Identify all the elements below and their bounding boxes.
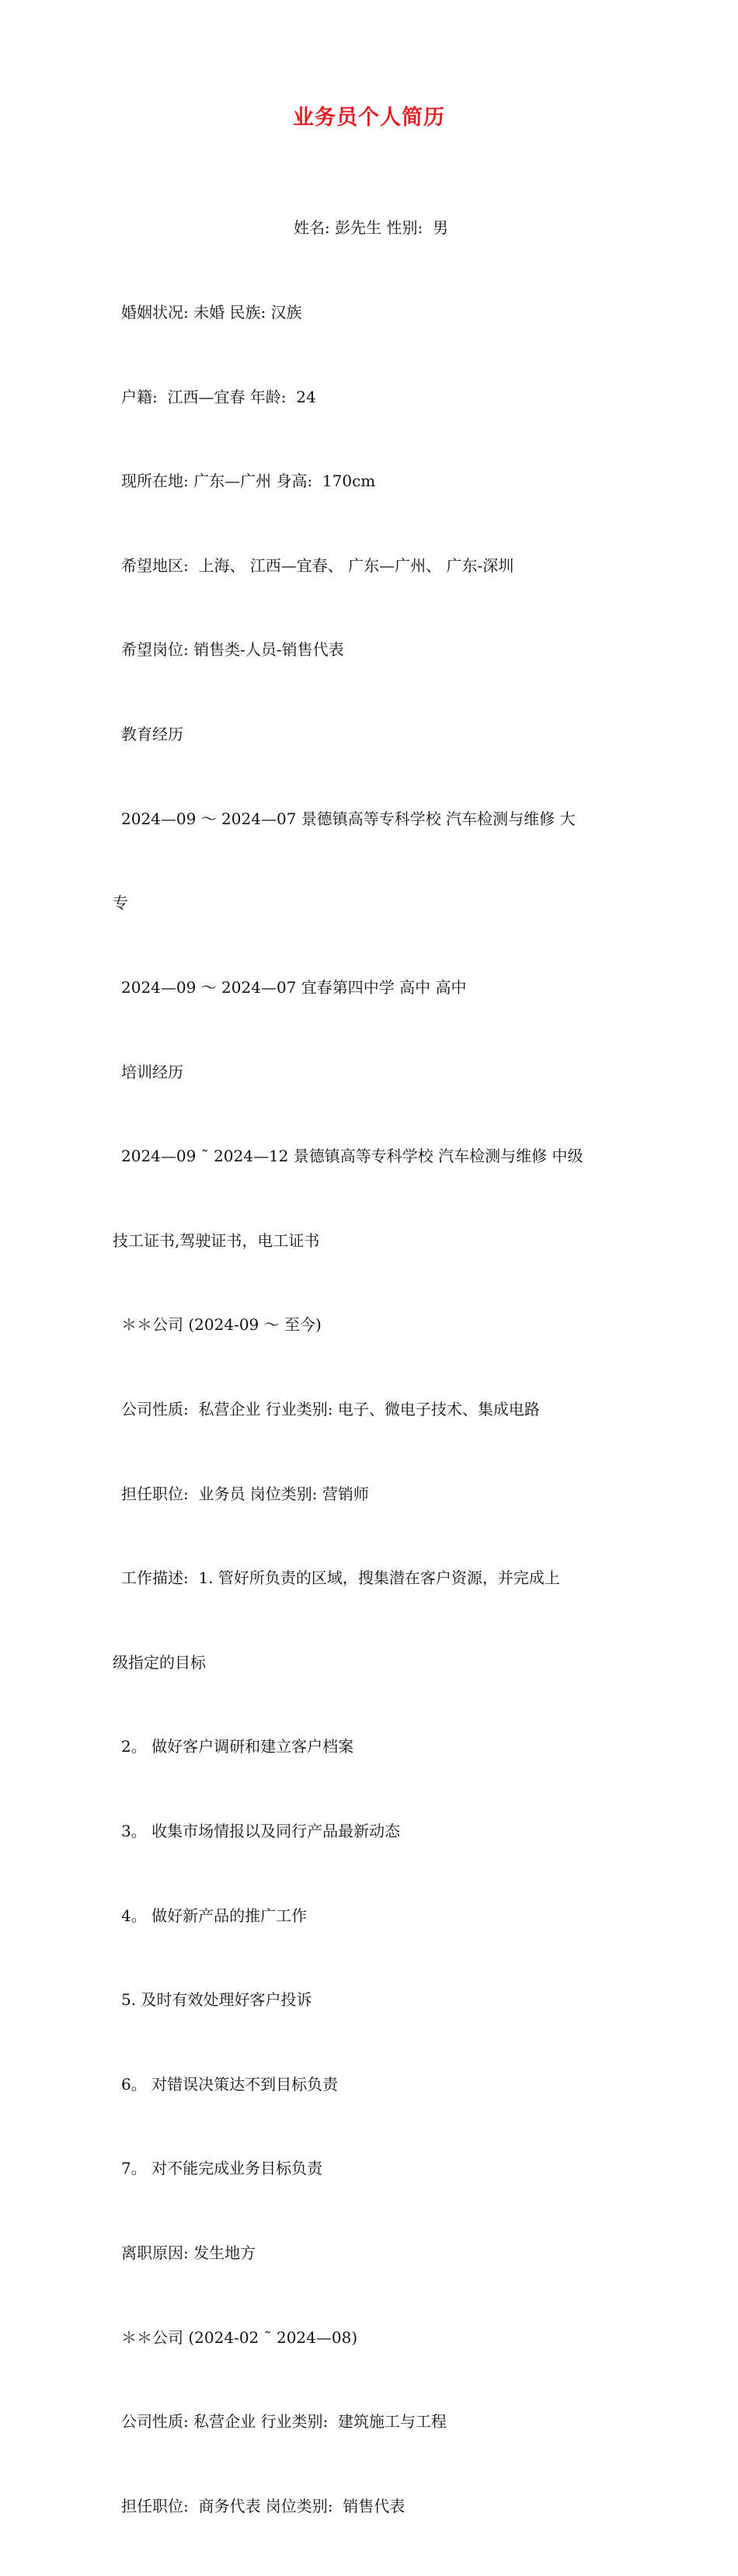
company-2-position: 担任职位: 商务代表 岗位类别: 销售代表 (121, 2496, 406, 2515)
education-entry-1: 2024—09 ～ 2024—07 景德镇高等专科学校 汽车检测与维修 大 (121, 809, 576, 828)
company-1-position: 担任职位: 业务员 岗位类别: 营销师 (121, 1484, 369, 1503)
desired-position-line: 希望岗位: 销售类-人员-销售代表 (121, 640, 344, 660)
education-heading: 教育经历 (121, 725, 183, 744)
company-2-nature: 公司性质: 私营企业 行业类别: 建筑施工与工程 (121, 2412, 447, 2432)
duty-item-7: 7。 对不能完成业务目标负责 (121, 2159, 323, 2178)
document-title: 业务员个人简历 (293, 106, 445, 130)
training-entry-wrap: 技工证书,驾驶证书，电工证书 (113, 1231, 320, 1250)
duty-item-3: 3。 收集市场情报以及同行产品最新动态 (121, 1821, 401, 1840)
duty-item-5: 5. 及时有效处理好客户投诉 (121, 1990, 312, 2010)
education-entry-2: 2024—09 ～ 2024—07 宜春第四中学 高中 高中 (121, 977, 467, 997)
duty-item-2: 2。 做好客户调研和建立客户档案 (121, 1737, 354, 1756)
training-entry: 2024—09 ˜ 2024—12 景德镇高等专科学校 汽车检测与维修 中级 (121, 1147, 583, 1166)
leaving-reason: 离职原因: 发生地方 (121, 2244, 256, 2263)
company-2-heading: ＊＊公司 (2024-02 ˜ 2024—08) (121, 2327, 358, 2347)
company-1-nature: 公司性质: 私营企业 行业类别: 电子、微电子技术、集成电路 (121, 1399, 540, 1419)
education-entry-1-wrap: 专 (113, 893, 128, 913)
company-1-description: 工作描述: 1. 管好所负责的区域，搜集潜在客户资源，并完成上 (121, 1568, 560, 1588)
duty-item-6: 6。 对错误决策达不到目标负责 (121, 2074, 339, 2094)
hometown-age-line: 户籍: 江西—宜春 年龄: 24 (121, 387, 316, 406)
company-1-description-wrap: 级指定的目标 (113, 1652, 206, 1672)
desired-region-line: 希望地区: 上海、 江西—宜春、 广东—广州、 广东-深圳 (121, 555, 514, 575)
training-heading: 培训经历 (121, 1062, 183, 1081)
resume-body (113, 158, 629, 2576)
name-gender-line: 姓名: 彭先生 性别: 男 (294, 218, 448, 238)
company-1-heading: ＊＊公司 (2024-09 ～ 至今) (121, 1315, 322, 1335)
duty-item-4: 4。 做好新产品的推广工作 (121, 1906, 308, 1925)
marital-ethnicity-line: 婚姻状况: 未婚 民族: 汉族 (121, 303, 302, 322)
location-height-line: 现所在地: 广东—广州 身高: 170cm (121, 472, 376, 491)
